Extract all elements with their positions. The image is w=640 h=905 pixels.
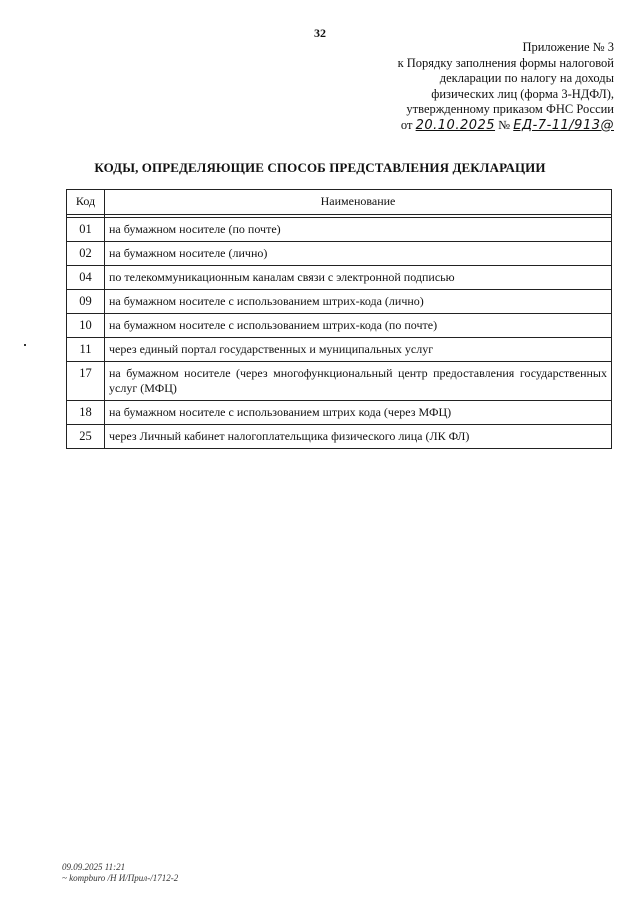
row-code: 10 (67, 314, 105, 338)
row-name: через Личный кабинет налогоплательщика физического лица (ЛК ФЛ) (105, 425, 612, 449)
row-code: 02 (67, 242, 105, 266)
order-prefix: от (400, 117, 413, 132)
row-name: на бумажном носителе (лично) (105, 242, 612, 266)
table-row (67, 425, 612, 449)
row-name: на бумажном носителе (по почте) (105, 218, 612, 242)
appendix-header (314, 40, 614, 133)
row-name: на бумажном носителе (через многофункциональный центр предоставления государственных услуг (МФЦ) (105, 362, 612, 401)
row-code: 17 (67, 362, 105, 401)
footer-file-ref: ~ kompburo /Н И/Прил-/1712-2 (62, 873, 179, 883)
row-name: на бумажном носителе с использованием штрих кода (через МФЦ) (105, 401, 612, 425)
order-date: 20.10.2025 (415, 117, 496, 133)
appendix-line: к Порядку заполнения формы налоговой (397, 55, 614, 70)
row-name: на бумажном носителе с использованием штрих-кода (по почте) (105, 314, 612, 338)
table-header-row (67, 190, 612, 215)
table-row (67, 290, 612, 314)
header-name: Наименование (105, 190, 612, 215)
table-row (67, 362, 612, 401)
row-code: 09 (67, 290, 105, 314)
table-row (67, 266, 612, 290)
table-row (67, 218, 612, 242)
appendix-line: декларации по налогу на доходы (439, 71, 614, 85)
table-row (67, 242, 612, 266)
appendix-line: физических лиц (форма 3-НДФЛ), (431, 86, 614, 101)
margin-mark (24, 344, 26, 346)
table-row (67, 401, 612, 425)
row-code: 25 (67, 425, 105, 449)
row-name: на бумажном носителе с использованием штрих-кода (лично) (105, 290, 612, 314)
document-title: КОДЫ, ОПРЕДЕЛЯЮЩИЕ СПОСОБ ПРЕДСТАВЛЕНИЯ ДЕКЛАРАЦИИ (94, 160, 546, 175)
row-code: 18 (67, 401, 105, 425)
appendix-line: Приложение № 3 (522, 40, 614, 54)
row-name: по телекоммуникационным каналам связи с электронной подписью (105, 266, 612, 290)
footer-timestamp: 09.09.2025 11:21 (62, 862, 126, 872)
appendix-line: утвержденному приказом ФНС России (406, 102, 614, 116)
order-number: ЕД-7-11/913@ (513, 117, 614, 133)
row-code: 01 (67, 218, 105, 242)
footer-stamp (62, 862, 178, 884)
codes-table (66, 189, 612, 449)
header-code: Код (67, 190, 105, 215)
table-row (67, 338, 612, 362)
order-line (314, 118, 614, 134)
page-number: 32 (314, 26, 326, 40)
row-code: 04 (67, 266, 105, 290)
order-number-sign: № (498, 117, 511, 132)
row-name: через единый портал государственных и муниципальных услуг (105, 338, 612, 362)
row-code: 11 (67, 338, 105, 362)
table-row (67, 314, 612, 338)
